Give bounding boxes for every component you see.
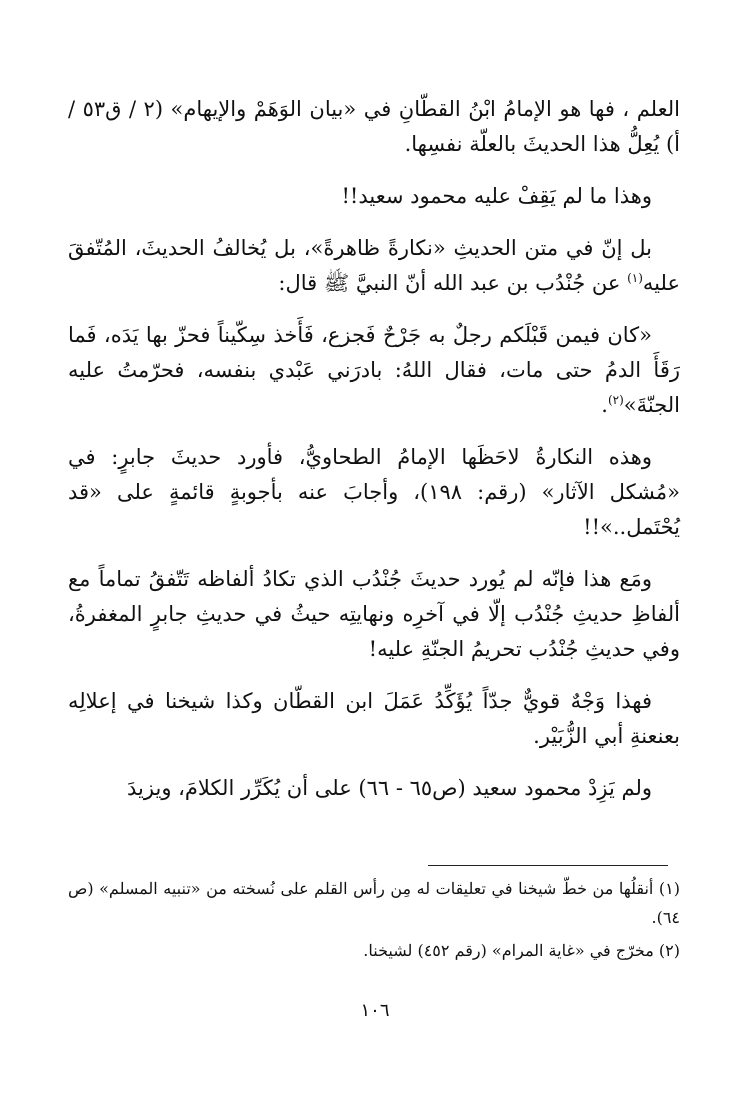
footnote-ref-1[interactable]: (١) (627, 271, 643, 285)
paragraph-3-start: بل إنّ في متن الحديثِ «نكارةً ظاهرةً»، بل يُخالفُ الحديثَ، المُتّفقَ عليه (68, 236, 680, 295)
page-number: ١٠٦ (360, 1000, 390, 1021)
footnote-divider (428, 865, 668, 866)
paragraph-1: العلم ، فها هو الإمامُ ابْنُ القطّانِ في «بيان الوَهَمْ والإيهام» (٢ / ق٥٣ / أ) يُعِلُّ هذا الحديثَ بالعلّة نفسِها. (68, 97, 680, 156)
footnote-2: (٢) مخرّج في «غاية المرام» (رقم ٤٥٢) لشيخنا. (363, 941, 680, 960)
paragraph-5: وهذه النكارةُ لاحَظَها الإمامُ الطحاويُّ، فأورد حديثَ جابرٍ: في «مُشكل الآثار» (رقم: ١٩٨)، وأجابَ عنه بأجوبةٍ قائمةٍ على «قد يُحْتَمل..»!! (68, 445, 681, 539)
footnote-ref-2[interactable]: (٢) (607, 393, 624, 407)
paragraph-3 (68, 231, 680, 301)
paragraph-6: ومَع هذا فإنّه لم يُورد حديثَ جُنْدُب الذي تكادُ ألفاظه تَتّفقُ تماماً مع ألفاظِ حديثِ جُنْدُب إلّا في آخرِه ونهايتِه حيثُ في حديثِ جابرٍ المغفرةُ، وفي حديثِ جُنْدُب تحريمُ الجنّةِ عليه! (68, 567, 680, 661)
hadith-quote (68, 318, 680, 423)
paragraph-2: وهذا ما لم يَقِفْ عليه محمود سعيد!! (341, 184, 652, 208)
paragraph-7: فهذا وَجْهٌ قويٌّ جدّاً يُؤَكِّدُ عَمَلَ ابن القطّان وكذا شيخنا في إعلالِه بعنعنةِ أبي الزُّبَيْر. (68, 689, 680, 748)
footnote-1: (١) أنقلُها من خطّ شيخنا في تعليقات له مِن رأس القلم على نُسخته من «تنبيه المسلم» (ص ٦٤). (68, 879, 680, 927)
paragraph-8: ولم يَزِدْ محمود سعيد (ص٦٥ - ٦٦) على أن يُكَرِّر الكلامَ، ويزيدَ (127, 776, 652, 800)
paragraph-3-end: عن جُنْدُب بن عبد الله أنّ النبيَّ ﷺ قال: (278, 271, 628, 295)
footnotes (68, 874, 680, 969)
hadith-text: «كان فيمن قَبْلَكم رجلٌ به جَرْحٌ فَجزع، فَأَخذ سِكّيناً فحزّ بها يَدَه، فَما رَقَأَ الدمُ حتى مات، فقال اللهُ: بادرَني عَبْدي بنفسه، فحرّمتُ عليه الجنّةَ» (68, 323, 680, 417)
hadith-end: . (601, 393, 608, 417)
main-text (68, 92, 680, 823)
